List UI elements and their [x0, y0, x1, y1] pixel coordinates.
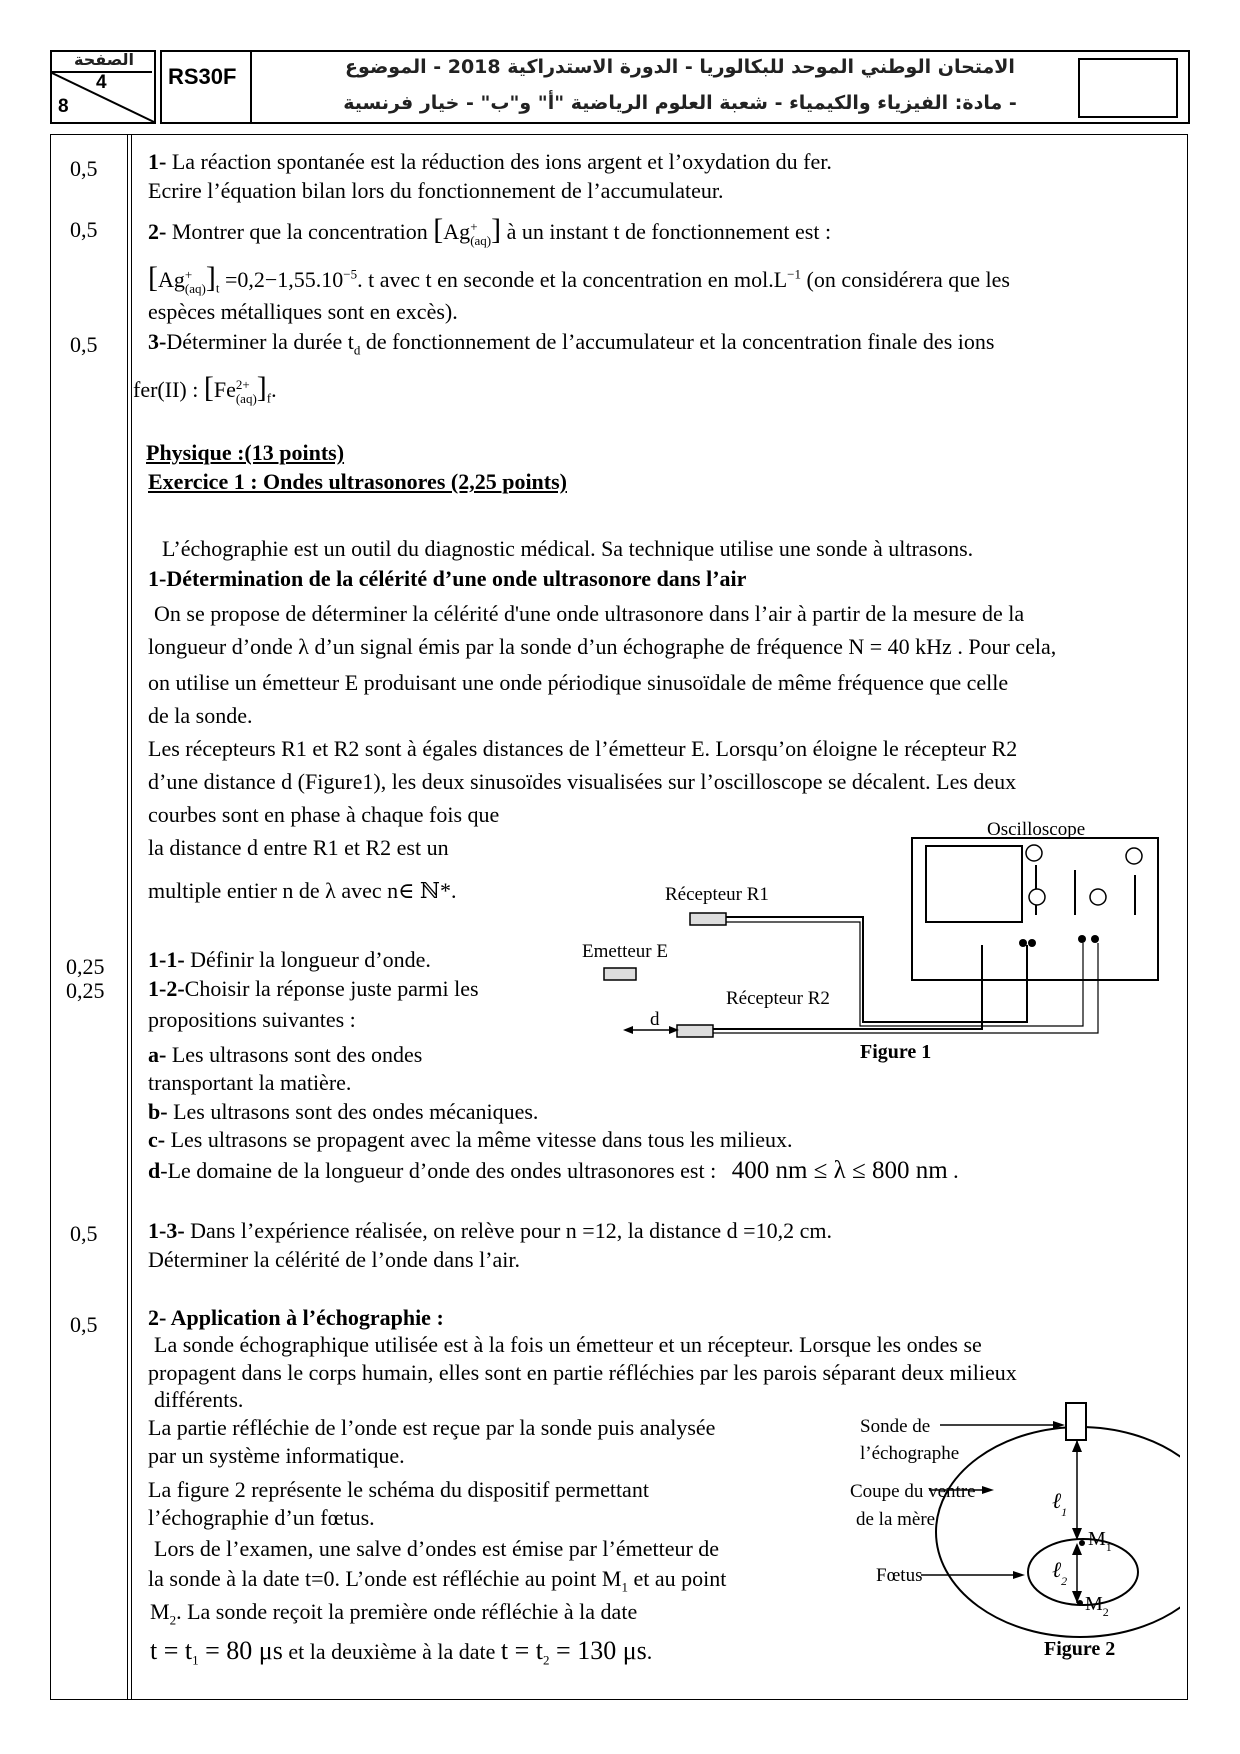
score-chem-q3: 0,5 [70, 332, 98, 357]
score-q11: 0,25 [66, 954, 105, 979]
figure2-caption: Figure 2 [1044, 1638, 1116, 1660]
s2-p4: La partie réfléchie de l’onde est reçue par la sonde puis analysée [148, 1415, 716, 1440]
q12-line2: propositions suivantes : [148, 1007, 356, 1032]
receiver-r1 [690, 913, 726, 925]
chem-q1-line2: Ecrire l’équation bilan lors du fonctionnement de l’accumulateur. [148, 178, 724, 203]
chem-q1-text: La réaction spontanée est la réduction des ions argent et l’oxydation du fer. [166, 149, 832, 174]
fetus-outline [1028, 1539, 1138, 1605]
s2-p5: par un système informatique. [148, 1443, 405, 1468]
s1-p4: de la sonde. [148, 703, 253, 728]
s1-p2: longueur d’onde λ d’un signal émis par la sonde d’un échographe de fréquence N = 40 kHz . Pour cela, [148, 634, 1057, 659]
option-c: c- Les ultrasons se propagent avec la même vitesse dans tous les milieux. [148, 1127, 793, 1152]
belly-outline [936, 1427, 1180, 1637]
probe [1066, 1403, 1086, 1440]
label-fetus: Fœtus [876, 1565, 923, 1586]
oscilloscope-knob-3 [1029, 889, 1045, 905]
intro: L’échographie est un outil du diagnostic médical. Sa technique utilise une sonde à ultrasons. [162, 536, 974, 561]
chem-q2: 2- Montrer que la concentration [Ag + (aq) ] à un instant t de fonctionnement est : [148, 213, 832, 248]
figure1-caption: Figure 1 [860, 1041, 932, 1063]
s2-p7: l’échographie d’un fœtus. [148, 1505, 375, 1530]
label-belly-2: de la mère [856, 1509, 936, 1530]
exam-code: RS30F [168, 64, 237, 89]
label-belly: Coupe du ventre [850, 1481, 976, 1502]
s1-p5: Les récepteurs R1 et R2 sont à égales distances de l’émetteur E. Lorsqu’on éloigne le récepteur R2 [148, 736, 1018, 761]
exam-title-1: الامتحان الوطني الموحد للبكالوريا - الدورة الاستدراكية 2018 - الموضوع [345, 56, 1015, 78]
s2-p8: Lors de l’examen, une salve d’ondes est émise par l’émetteur de [154, 1536, 720, 1561]
q13: 1-3- Dans l’expérience réalisée, on relève pour n =12, la distance d =10,2 cm. [148, 1218, 832, 1243]
s2-p11: $t = t_1 = 80$ μs et la deuxième à la date $t = t_2 = 130$ μs. [150, 1636, 653, 1668]
chem-q3-line2: fer(II) : [Fe 2+ (aq) ]$_f$. [133, 371, 277, 406]
oscilloscope-knob-4 [1090, 889, 1106, 905]
score-column-line-2 [131, 134, 132, 1700]
code-divider [250, 50, 252, 122]
total-pages: 8 [58, 96, 69, 117]
chem-q2-species-charges: + (aq) [470, 218, 492, 248]
emitter-e [604, 968, 636, 980]
q11: 1-1- Définir la longueur d’onde. [148, 947, 431, 972]
score-s2: 0,5 [70, 1312, 98, 1337]
grade-box [1078, 58, 1178, 118]
oscilloscope-screen [926, 846, 1022, 922]
point-m1 [1079, 1540, 1085, 1546]
receiver-r2 [677, 1025, 713, 1037]
s1-p9: multiple entier n de λ avec n∈ ℕ*. [148, 878, 457, 903]
oscilloscope-knob-2 [1126, 848, 1142, 864]
label-l2: ℓ$_2$ [1052, 1557, 1068, 1588]
chem-q2-num: 2- [148, 219, 167, 244]
label-r2: Récepteur R2 [726, 988, 830, 1009]
q12: 1-2-Choisir la réponse juste parmi les [148, 976, 479, 1001]
exam-title-2: - مادة: الفيزياء والكيمياء - شعبة العلوم الرياضية "أ" و"ب" - خيار فرنسية [343, 92, 1017, 114]
page-number: 4 [96, 72, 107, 93]
section2-title: 2- Application à l’échographie : [148, 1305, 444, 1330]
chem-q1-num: 1- [148, 149, 167, 174]
label-m1: $M_1$ [1088, 1528, 1112, 1554]
chem-q2-text: Montrer que la concentration [166, 219, 428, 244]
score-q13: 0,5 [70, 1221, 98, 1246]
chem-q2-text-after: à un instant t de fonctionnement est : [506, 219, 832, 244]
oscilloscope-knob-1 [1026, 845, 1042, 861]
s1-p3: on utilise un émetteur E produisant une onde périodique sinusoïdale de même fréquence que celle [148, 670, 1009, 695]
s2-p3: différents. [154, 1387, 244, 1412]
option-a: a- Les ultrasons sont des ondes [148, 1042, 423, 1067]
label-probe-2: l’échographe [860, 1443, 960, 1464]
label-oscilloscope: Oscilloscope [987, 819, 1086, 840]
figure-2 [835, 1395, 1180, 1670]
option-b: b- Les ultrasons sont des ondes mécaniques. [148, 1099, 539, 1124]
chem-q3: 3-Déterminer la durée $t_d$ de fonctionnement de l’accumulateur et la concentration finale des ions [148, 329, 995, 358]
label-probe: Sonde de [860, 1416, 931, 1437]
label-l1: ℓ$_1$ [1052, 1488, 1068, 1519]
physics-title: Physique :(13 points) [146, 440, 345, 465]
label-emitter: Emetteur E [582, 941, 668, 962]
label-m2: $M_2$ [1085, 1593, 1109, 1619]
chem-q1 [148, 149, 832, 175]
exercise-title: Exercice 1 : Ondes ultrasonores (2,25 points) [148, 469, 567, 494]
s2-p1: La sonde échographique utilisée est à la fois un émetteur et un récepteur. Lorsque les ondes se [154, 1332, 982, 1357]
s1-p7: courbes sont en phase à chaque fois que [148, 802, 500, 827]
label-r1: Récepteur R1 [665, 884, 769, 905]
section1-title: 1-Détermination de la célérité d’une onde ultrasonore dans l’air [148, 566, 747, 591]
chem-q2-bracket: [ [433, 213, 444, 246]
chem-q2-species: Ag [443, 219, 471, 244]
option-a-line2: transportant la matière. [148, 1070, 352, 1095]
s1-p1: On se propose de déterminer la célérité d'une onde ultrasonore dans l’air à partir de la mesure de la [154, 601, 1025, 626]
figure-1 [570, 815, 1180, 1075]
option-d: d-Le domaine de la longueur d’onde des ondes ultrasonores est : 400 nm ≤ λ ≤ 800 nm . [148, 1157, 959, 1184]
s1-p6: d’une distance d (Figure1), les deux sinusoïdes visualisées sur l’oscilloscope se décalent. Les deux [148, 769, 1017, 794]
point-m2 [1077, 1600, 1083, 1606]
s2-p9: la sonde à la date t=0. L’onde est réfléchie au point $M_1$ et au point [148, 1566, 727, 1595]
score-chem-q2: 0,5 [70, 217, 98, 242]
s2-p6: La figure 2 représente le schéma du dispositif permettant [148, 1477, 649, 1502]
score-chem-q1: 0,5 [70, 156, 98, 181]
chem-q2-line3: espèces métalliques sont en excès). [148, 299, 458, 324]
s2-p10: $M_2$. La sonde reçoit la première onde réfléchie à la date [150, 1599, 638, 1628]
page-label: الصفحة [74, 50, 135, 69]
score-column-line [127, 134, 128, 1700]
label-d: d [650, 1009, 660, 1030]
q13-line2: Déterminer la célérité de l’onde dans l’air. [148, 1247, 520, 1272]
chem-q2-formula-line: [Ag + (aq) ]$_t =0,2-1,55.10^{-5}$. t avec t en seconde et la concentration en $mol.L^{-1}$ (on considérera que les [148, 261, 1010, 296]
score-q12: 0,25 [66, 978, 105, 1003]
chem-q2-formula: =0,2−1,55.10 [224, 267, 344, 292]
s1-p8: la distance d entre R1 et R2 est un [148, 835, 449, 860]
s2-p2: propagent dans le corps humain, elles sont en partie réfléchies par les parois séparant deux milieux [148, 1360, 1017, 1385]
